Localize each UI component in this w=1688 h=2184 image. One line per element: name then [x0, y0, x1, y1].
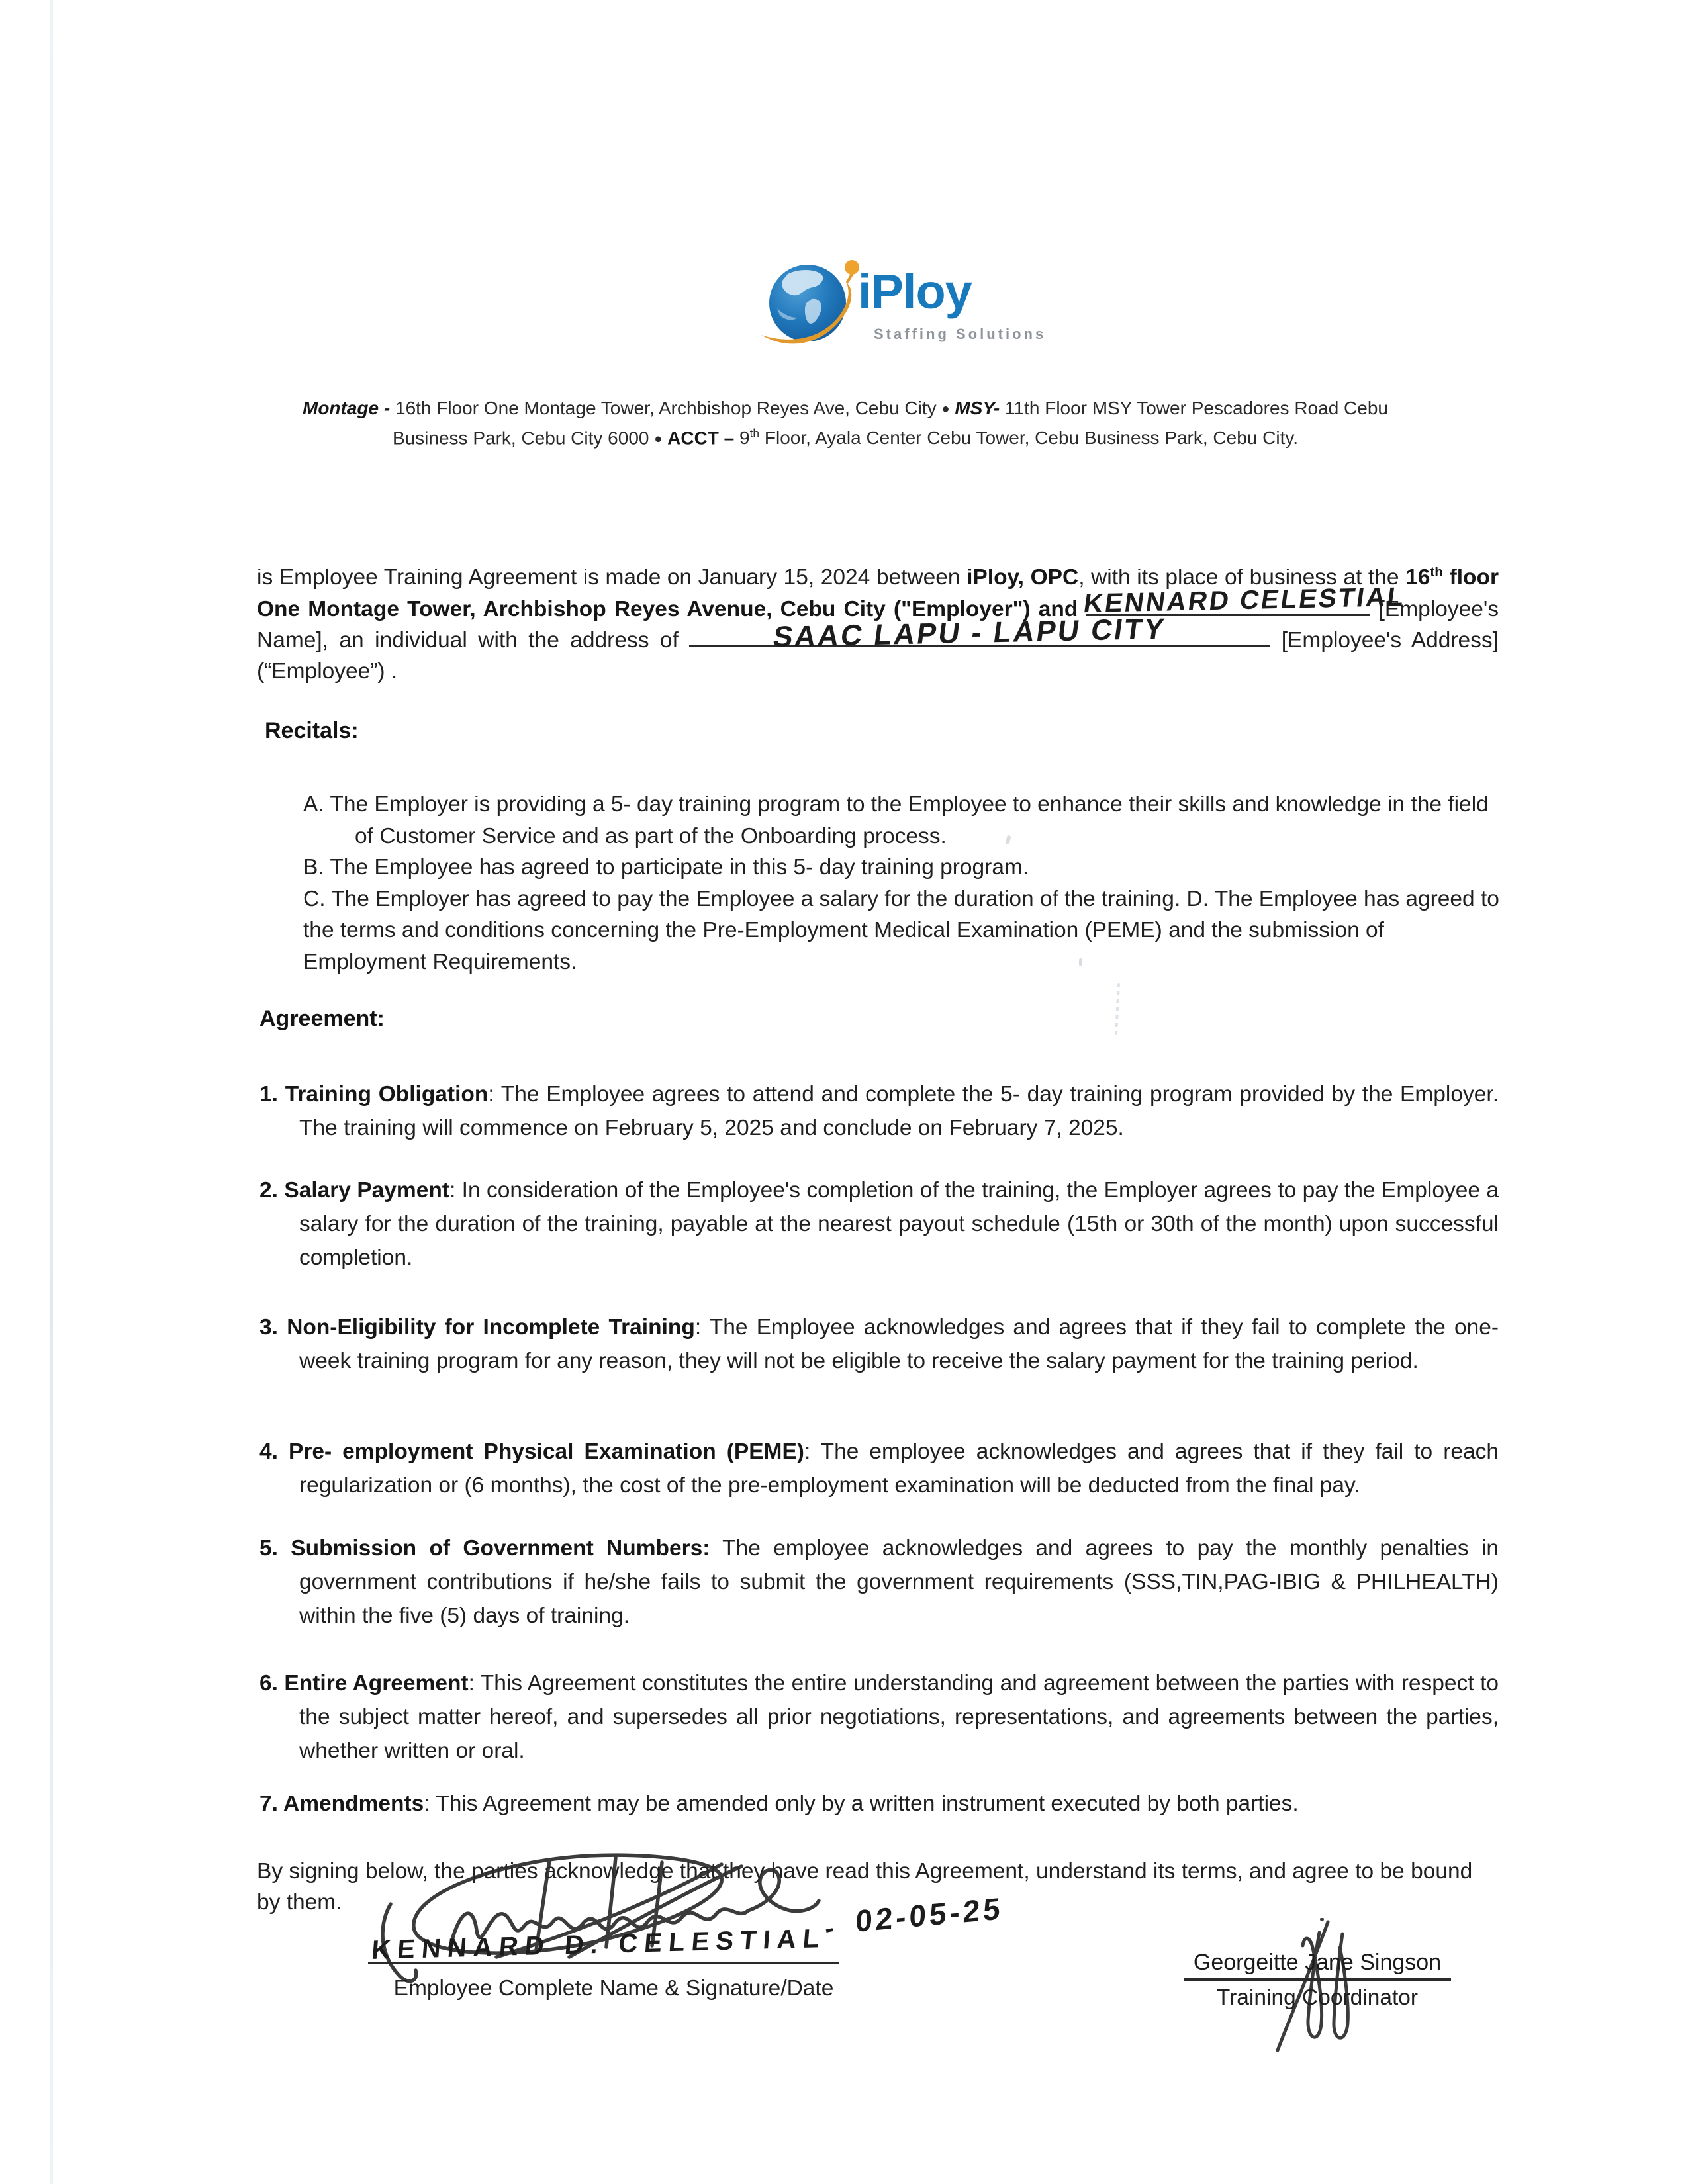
office-acct-label: ACCT –	[667, 428, 735, 449]
employee-name-bracket: [Employee's Name], an individual with the address of	[257, 596, 1499, 653]
company-address-header	[263, 396, 1427, 451]
closing-paragraph: By signing below, the parties acknowledge that they have read this Agreement, understand its terms, and agree to be bound by them.	[257, 1859, 1473, 1915]
scan-artifact	[1079, 958, 1082, 966]
clause-amendments: 7. Amendments: This Agreement may be amended only by a written instrument executed by both parties.	[259, 1792, 1299, 1816]
coordinator-title: Training Coordinator	[1216, 1985, 1419, 2010]
recital-item-c: C. The Employer has agreed to pay the Employee a salary for the duration of the training. D. The Employee has agreed to the terms and conditions concerning the Pre-Employment Medical Examination (PEME) and the submission of Employment Requirements.	[303, 886, 1499, 974]
intro-paragraph	[257, 557, 1499, 687]
floor-number: 16th	[1405, 565, 1443, 590]
office-montage-label: Montage -	[303, 398, 391, 418]
intro-line2: floor One Montage Tower, Archbishop Reyes Avenue, Cebu City ("Employer") and	[257, 565, 1499, 621]
recitals-heading: Recitals:	[265, 718, 359, 743]
clause-peme: 4. Pre- employment Physical Examination (PEME): The employee acknowledges and agrees that if they fail to reach regularization or (6 months), the cost of the pre-employment examination will be deducted from the final pay.	[259, 1439, 1499, 1498]
employee-signature-date-handwriting: 02-05-25	[855, 1891, 1004, 1938]
clause-training-obligation: 1. Training Obligation: The Employee agrees to attend and complete the 5- day training program provided by the Employer. The training will commence on February 5, 2025 and conclude on February 7, 2025.	[259, 1082, 1499, 1140]
employer-name-bold: iPloy, OPC	[966, 565, 1079, 590]
office-msy-text: 11th Floor MSY Tower Pescadores Road Cebu Business Park, Cebu City 6000	[392, 398, 1388, 449]
recital-item-b: B. The Employee has agreed to participate in this 5- day training program.	[303, 855, 1029, 880]
employee-signature-label: Employee Complete Name & Signature/Date	[393, 1976, 834, 2001]
globe-icon	[757, 257, 863, 356]
recitals-list	[303, 789, 1503, 978]
recital-item-a: A. The Employer is providing a 5- day training program to the Employee to enhance their skills and knowledge in the field of Customer Service and as part of the Onboarding process.	[303, 792, 1489, 848]
employee-signature-line	[368, 1962, 839, 1964]
coordinator-name: Georgeitte Jane Singson	[1184, 1950, 1451, 1981]
scan-edge-artifact	[50, 0, 53, 2184]
employee-name-blank	[1082, 582, 1408, 619]
employee-signature-name-handwriting: KENNARD D. CELESTIAL	[370, 1924, 827, 1965]
employee-address-blank	[689, 612, 1270, 653]
clause-non-eligibility: 3. Non-Eligibility for Incomplete Training: The Employee acknowledges and agrees that if they fail to complete the one-week training program for any reason, they will not be eligible to receive the salary payment for the training period.	[259, 1315, 1499, 1373]
intro-line1-post: , with its place of business at the	[1078, 565, 1399, 590]
office-montage-text: 16th Floor One Montage Tower, Archbishop Reyes Ave, Cebu City	[395, 398, 937, 418]
bullet-separator: ●	[654, 432, 663, 447]
signature-date-dash: -	[821, 1913, 837, 1944]
scan-artifact	[1115, 983, 1120, 1035]
employee-signature-scribble	[351, 1848, 854, 1993]
logo-tagline: Staffing Solutions	[874, 326, 1047, 342]
intro-line1-pre: is Employee Training Agreement is made on January 15, 2024 between	[257, 565, 961, 590]
employee-name-handwriting: KENNARD CELESTIAL	[1082, 582, 1408, 619]
clause-entire-agreement: 6. Entire Agreement: This Agreement constitutes the entire understanding and agreement between the parties with respect to the subject matter hereof, and supersedes all prior negotiations, representations, and agreements between the parties, whether written or oral.	[259, 1671, 1499, 1763]
office-acct-text: 9th Floor, Ayala Center Cebu Tower, Cebu Business Park, Cebu City.	[739, 427, 1299, 449]
office-msy-label: MSY-	[955, 398, 1000, 418]
bullet-separator: ●	[941, 402, 950, 416]
logo-wordmark: iPloy	[858, 264, 972, 319]
employee-address-handwriting: SAAC LAPU - LAPU CITY	[771, 612, 1168, 653]
clause-government-numbers: 5. Submission of Government Numbers: The employee acknowledges and agrees to pay the monthly penalties in government contributions if he/she fails to submit the government requirements (SSS,TIN,PAG-IBIG & PHILHEALTH) within the five (5) days of training.	[259, 1536, 1499, 1628]
employee-address-bracket: [Employee's Address] (“Employee”) .	[257, 628, 1499, 684]
clause-salary-payment: 2. Salary Payment: In consideration of the Employee's completion of the training, the Employer agrees to pay the Employee a salary for the duration of the training, payable at the nearest payout schedule (15th or 30th of the month) upon successful completion.	[259, 1178, 1499, 1270]
agreement-heading: Agreement:	[259, 1006, 385, 1031]
